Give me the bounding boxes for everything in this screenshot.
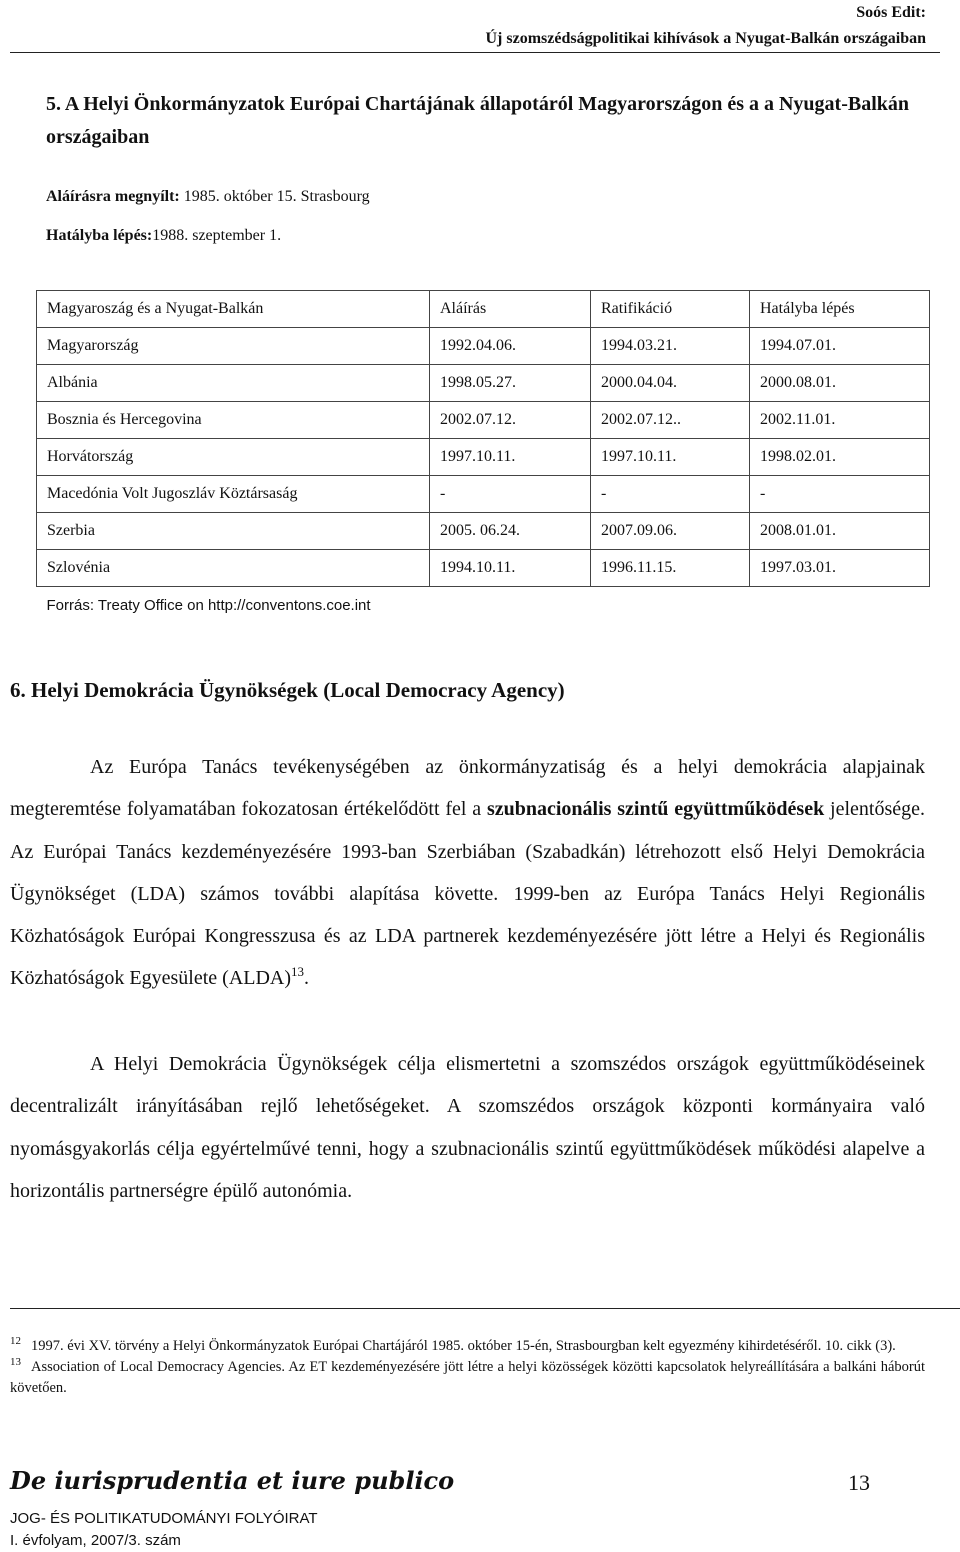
table-row bbox=[37, 402, 930, 439]
column-header-country: Magyaroszág és a Nyugat-Balkán bbox=[37, 291, 430, 328]
in-force-label: Hatályba lépés: bbox=[46, 227, 153, 244]
header-title: Új szomszédságpolitikai kihívások a Nyugat-Balkán országaiban bbox=[485, 30, 926, 47]
table-row bbox=[37, 476, 930, 513]
footnote-text: 1997. évi XV. törvény a Helyi Önkormányzatok Európai Chartájáról 1985. október 15-én, Strasbourgban kelt egyezmény kihirdetéséről. 10. cikk (3). bbox=[31, 1338, 896, 1354]
signature-cell: 1994.10.11. bbox=[430, 550, 591, 587]
footnote-number: 13 bbox=[10, 1356, 21, 1368]
ratification-cell: 2007.09.06. bbox=[591, 513, 750, 550]
page-number: 13 bbox=[848, 1470, 870, 1495]
entry-into-force-cell: 2000.08.01. bbox=[750, 365, 930, 402]
journal-details bbox=[10, 1508, 318, 1552]
country-cell: Szerbia bbox=[37, 513, 430, 550]
paragraph-1-middle: jelentősége. Az Európai Tanács kezdeményezésére 1993-ban Szerbiában (Szabadkán) létrehozott első Helyi Demokrácia Ügynökséget (LDA) számos további alapítása követte. 1999-ben az Európa Tanács Helyi Regionális Közhatóságok Európai Kongresszusa és az LDA partnerek kezdeményezésére jött létre a Helyi és Regionális Közhatóságok Egyesülete (ALDA) bbox=[10, 798, 926, 990]
opened-line bbox=[46, 188, 370, 206]
country-cell: Macedónia Volt Jugoszláv Köztársaság bbox=[37, 476, 430, 513]
entry-into-force-cell: 2002.11.01. bbox=[750, 402, 930, 439]
footnote-ref-13[interactable]: 13 bbox=[291, 964, 305, 980]
opened-label: Aláírásra megnyílt: bbox=[46, 188, 180, 205]
signature-cell: 1997.10.11. bbox=[430, 439, 591, 476]
running-header bbox=[485, 0, 926, 52]
paragraph-1 bbox=[10, 746, 925, 1000]
country-cell: Horvátország bbox=[37, 439, 430, 476]
column-header-ratification: Ratifikáció bbox=[591, 291, 750, 328]
charter-status-table bbox=[36, 290, 930, 623]
table-row bbox=[37, 365, 930, 402]
entry-into-force-cell: 1998.02.01. bbox=[750, 439, 930, 476]
table-row bbox=[37, 328, 930, 365]
header-divider bbox=[10, 52, 940, 53]
ratification-cell: 1997.10.11. bbox=[591, 439, 750, 476]
entry-into-force-cell: - bbox=[750, 476, 930, 513]
table-source: Forrás: Treaty Office on http://conventons.coe.int bbox=[37, 587, 930, 624]
section-6-title: 6. Helyi Demokrácia Ügynökségek (Local Democracy Agency) bbox=[10, 678, 565, 702]
signature-cell: 1992.04.06. bbox=[430, 328, 591, 365]
signature-cell: 2002.07.12. bbox=[430, 402, 591, 439]
journal-issue: I. évfolyam, 2007/3. szám bbox=[10, 1532, 181, 1549]
footnotes bbox=[10, 1336, 925, 1399]
paragraph-1-emphasis: szubnacionális szintű együttműködések bbox=[486, 798, 825, 821]
column-header-entry-into-force: Hatályba lépés bbox=[750, 291, 930, 328]
country-cell: Szlovénia bbox=[37, 550, 430, 587]
paragraph-1-end: . bbox=[304, 967, 310, 990]
table-row bbox=[37, 439, 930, 476]
footnote-number: 12 bbox=[10, 1335, 21, 1347]
section-5-title: 5. A Helyi Önkormányzatok Európai Chartájának állapotáról Magyarországon és a a Nyugat-Balkán országaiban bbox=[46, 93, 910, 148]
header-author: Soós Edit: bbox=[856, 4, 926, 21]
paragraph-2: A Helyi Demokrácia Ügynökségek célja elismertetni a szomszédos országok együttműködéseinek decentralizált irányításában rejlő lehetőségeket. A szomszédos országok központi kormányaira való nyomásgyakorlás célja egyértelművé tenni, hogy a szubnacionális szintű együttműködések működési alapelve a horizontális partnerségre épülő autonómia. bbox=[10, 1053, 925, 1202]
column-header-signature: Aláírás bbox=[430, 291, 591, 328]
ratification-cell: - bbox=[591, 476, 750, 513]
signature-cell: - bbox=[430, 476, 591, 513]
table-row bbox=[37, 513, 930, 550]
in-force-value: 1988. szeptember 1. bbox=[152, 227, 282, 244]
footnote-13 bbox=[10, 1357, 925, 1399]
entry-into-force-cell: 1997.03.01. bbox=[750, 550, 930, 587]
in-force-line bbox=[46, 227, 281, 245]
table-row bbox=[37, 550, 930, 587]
ratification-cell: 1994.03.21. bbox=[591, 328, 750, 365]
footnote-divider bbox=[10, 1308, 960, 1309]
paragraph-1-start: Az Európa Tanács tevékenységében az önkormányzatiság és a helyi demokrácia alapjainak megteremtése folyamatában fokozatosan értékelődött fel a bbox=[10, 756, 925, 821]
ratification-cell: 2000.04.04. bbox=[591, 365, 750, 402]
footnote-text: Association of Local Democracy Agencies. Az ET kezdeményezésére jött létre a helyi közösségek közötti kapcsolatok helyreállítására a balkáni háborút követően. bbox=[10, 1359, 925, 1396]
ratification-cell: 1996.11.15. bbox=[591, 550, 750, 587]
signature-cell: 1998.05.27. bbox=[430, 365, 591, 402]
table-source-row bbox=[37, 587, 930, 624]
signature-cell: 2005. 06.24. bbox=[430, 513, 591, 550]
country-cell: Bosznia és Hercegovina bbox=[37, 402, 430, 439]
table-header-row bbox=[37, 291, 930, 328]
ratification-cell: 2002.07.12.. bbox=[591, 402, 750, 439]
journal-name: De iurisprudentia et iure publico bbox=[10, 1466, 455, 1495]
country-cell: Magyarország bbox=[37, 328, 430, 365]
entry-into-force-cell: 2008.01.01. bbox=[750, 513, 930, 550]
journal-subtitle: JOG- ÉS POLITIKATUDOMÁNYI FOLYÓIRAT bbox=[10, 1510, 318, 1527]
entry-into-force-cell: 1994.07.01. bbox=[750, 328, 930, 365]
opened-value: 1985. október 15. Strasbourg bbox=[179, 188, 370, 205]
country-cell: Albánia bbox=[37, 365, 430, 402]
footnote-12 bbox=[10, 1336, 925, 1357]
